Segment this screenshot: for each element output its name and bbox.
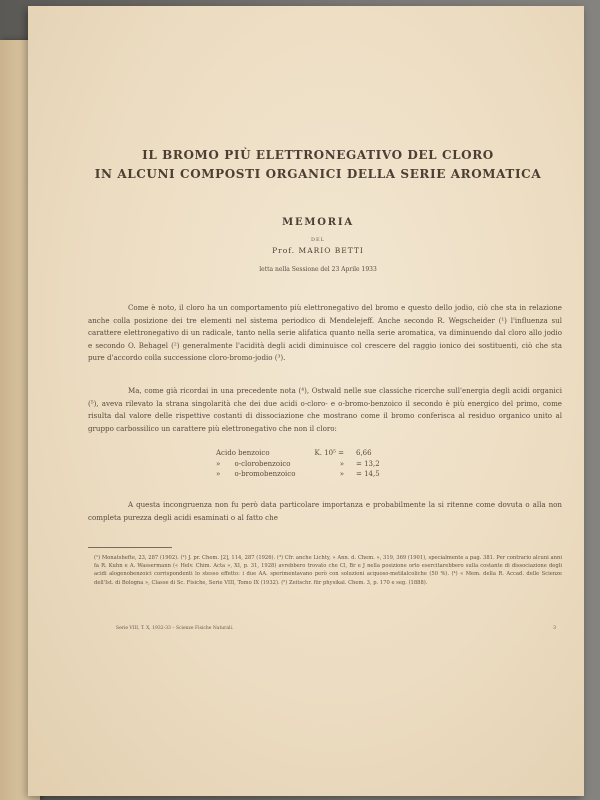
session-note: letta nella Sessione del 23 Aprile 1933 [259,266,377,273]
footnotes: (¹) Monatshefte, 23, 287 (1902). (²) J. pr. Chem. [2], 114, 287 (1926). (³) Cfr. anche Lichty, « Ann. d. Chem. », 319, 369 (1901), specialmente a pag. 381. Per contrario alcuni anni fa R. Kuhn e A. Wassermann (« Helv. Chim. Acta », XI, p. 31, 1928) avrebbero trovato che Cl, Br e J nella posizione orto esercitarebbero sulla costante di dissociazione degli acidi alogenobenzoici corrispondenti lo stesso effetto: i due AA. sperimentavano però con soluzioni acquoso-metilalcoliche (50 %). (⁴) « Mem. della R. Accad. delle Scienze dell'Ist. di Bologna », Classe di Sc. Fisiche, Serie VIII, Tomo IX (1932). (⁵) Zeitschr. für physikal. Chem. 3, p. 170 e seg. (1888). [94,555,562,586]
acid-name: o-bromobenzoico [234,470,296,478]
footer-text: Serie VIII, T. X, 1932-33 – Scienze Fisiche Naturali. [116,626,234,631]
table-row [216,459,392,470]
ditto-mark: » [339,470,344,478]
memoria-heading: MEMORIA [282,217,354,228]
acid-constants-table [216,448,392,480]
acid-name-cell [216,469,310,480]
title-line-2: IN ALCUNI COMPOSTI ORGANICI DELLA SERIE AROMATICA [94,167,542,181]
ditto-mark: » [339,459,344,468]
footnote-rule [88,547,172,548]
ditto-mark: » [216,470,221,478]
table-row [216,469,392,480]
document-page [28,6,584,796]
paragraph-1: Come è noto, il cloro ha un comportamento più elettronegativo del bromo e questo dello jodio, ciò che sta in relazione anche colla posizione dei tre elementi nel sistema periodico di Mendelejeff. Anche secondo R. Wegscheider (¹) l'influenza sul carattere elettronegativo di un radicale, tanto nella serie alifatica quanto nella serie aromatica, va diminuendo dal cloro allo jodio e secondo O. Behagel (²) generalmente l'acidità degli acidi diminuisce col crescere del raggio ionico dei sostituenti, ciò che sta pure d'accordo colla successione cloro-bromo-jodio (³). [88,303,562,363]
author: Prof. MARIO BETTI [272,246,364,255]
paragraph-3: A questa incongruenza non fu però data particolare importanza e probabilmente la si ritenne come dovuta o alla non completa purezza degli acidi esaminati o al fatto che [88,500,562,522]
footer-line [116,626,556,631]
acid-value: = 13,2 [356,459,380,468]
del-label: DEL [311,237,325,243]
page-number: 3 [553,626,556,631]
table-row [216,448,392,459]
ditto-mark: » [216,459,221,468]
title-line-1: IL BROMO PIÙ ELETTRONEGATIVO DEL CLORO [142,148,494,162]
acid-value: 6,66 [356,449,372,457]
acid-name: o-clorobenzoico [234,459,291,468]
acid-name: Acido benzoico [216,449,270,457]
acid-name-cell [216,459,310,470]
unit-label: K. 10⁵ = [314,449,344,457]
acid-value: = 14,5 [356,470,380,478]
paragraph-2: Ma, come già ricordai in una precedente nota (⁴), Ostwald nelle sue classiche ricerche sull'energia degli acidi organici (⁵), aveva rilevato la strana singolarità che dei due acidi o-cloro- e o-bromo-benzoico il secondo è più energico del primo, come risulta dal valore delle rispettive costanti di dissociazione che mostrano come il bromo conferisca al residuo organico unito al gruppo carbossilico un carattere più elettronegativo che non il cloro: [88,386,562,433]
